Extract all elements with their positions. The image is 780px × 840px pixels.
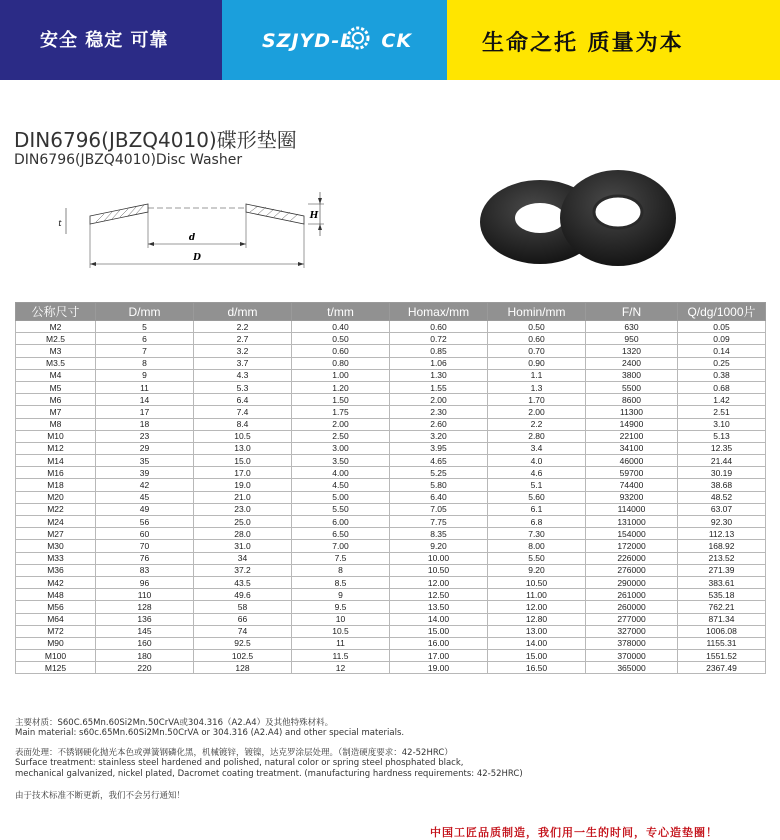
- table-cell: 1155.31: [678, 637, 766, 649]
- washer-product-photo: [478, 166, 678, 270]
- table-cell: 10.50: [390, 564, 488, 576]
- table-cell: 92.5: [194, 637, 292, 649]
- surface-note-en-1: Surface treatment: stainless steel hardened and polished, natural color or spring steel phosphated black,: [15, 758, 464, 768]
- table-row: [16, 467, 766, 479]
- material-note-cn: 主要材质：S60C.65Mn.60Si2Mn.50CrVA或304.316（A2.A4）及其他特殊材料。: [15, 718, 334, 728]
- table-row: [16, 394, 766, 406]
- table-cell: 10.50: [488, 576, 586, 588]
- table-cell: 172000: [586, 540, 678, 552]
- table-cell: M10: [16, 430, 96, 442]
- table-cell: 6.00: [292, 516, 390, 528]
- table-cell: 12.35: [678, 442, 766, 454]
- washer-cross-section-drawing: [52, 178, 332, 276]
- table-cell: 630: [586, 321, 678, 333]
- table-cell: 15.00: [488, 650, 586, 662]
- table-cell: 8: [96, 357, 194, 369]
- table-cell: M12: [16, 442, 96, 454]
- table-cell: 7.00: [292, 540, 390, 552]
- table-cell: 2.00: [488, 406, 586, 418]
- column-header: F/N: [586, 303, 678, 321]
- table-cell: 23.0: [194, 503, 292, 515]
- table-cell: 39: [96, 467, 194, 479]
- table-cell: 7: [96, 345, 194, 357]
- table-row: [16, 662, 766, 674]
- table-cell: 58: [194, 601, 292, 613]
- table-cell: 1.75: [292, 406, 390, 418]
- table-cell: 276000: [586, 564, 678, 576]
- table-cell: 3.00: [292, 442, 390, 454]
- table-cell: 290000: [586, 576, 678, 588]
- table-cell: M2: [16, 321, 96, 333]
- table-cell: 102.5: [194, 650, 292, 662]
- drawing-label-D: D: [193, 253, 201, 263]
- table-cell: 271.39: [678, 564, 766, 576]
- table-cell: 19.0: [194, 479, 292, 491]
- table-cell: 2.60: [390, 418, 488, 430]
- brand-gear-icon: [345, 25, 371, 51]
- table-cell: 83: [96, 564, 194, 576]
- table-cell: 49.6: [194, 589, 292, 601]
- table-cell: 327000: [586, 625, 678, 637]
- table-cell: 5.1: [488, 479, 586, 491]
- table-cell: M90: [16, 637, 96, 649]
- table-cell: M125: [16, 662, 96, 674]
- table-cell: 0.09: [678, 333, 766, 345]
- table-cell: 2.30: [390, 406, 488, 418]
- table-row: [16, 528, 766, 540]
- spec-table: [15, 302, 766, 674]
- table-cell: 21.0: [194, 491, 292, 503]
- table-cell: 49: [96, 503, 194, 515]
- table-cell: 45: [96, 491, 194, 503]
- table-cell: M3.5: [16, 357, 96, 369]
- table-cell: 3.10: [678, 418, 766, 430]
- table-cell: 0.85: [390, 345, 488, 357]
- table-cell: 5500: [586, 381, 678, 393]
- table-row: [16, 601, 766, 613]
- table-row: [16, 650, 766, 662]
- table-cell: 3800: [586, 369, 678, 381]
- column-header: D/mm: [96, 303, 194, 321]
- table-row: [16, 503, 766, 515]
- table-cell: 4.65: [390, 455, 488, 467]
- drawing-label-t: t: [58, 219, 62, 228]
- column-header: Homax/mm: [390, 303, 488, 321]
- table-cell: 1.42: [678, 394, 766, 406]
- table-cell: 0.60: [292, 345, 390, 357]
- table-cell: 220: [96, 662, 194, 674]
- table-cell: M6: [16, 394, 96, 406]
- table-cell: 871.34: [678, 613, 766, 625]
- table-cell: 3.20: [390, 430, 488, 442]
- spec-table-body: [16, 321, 766, 674]
- table-cell: 1.70: [488, 394, 586, 406]
- table-row: [16, 406, 766, 418]
- spec-table-header: [16, 303, 766, 321]
- table-cell: 3.7: [194, 357, 292, 369]
- table-cell: 30.19: [678, 467, 766, 479]
- table-cell: M14: [16, 455, 96, 467]
- table-row: [16, 491, 766, 503]
- table-cell: 12: [292, 662, 390, 674]
- table-row: [16, 442, 766, 454]
- table-row: [16, 613, 766, 625]
- table-cell: 14.00: [488, 637, 586, 649]
- table-cell: 6.1: [488, 503, 586, 515]
- table-cell: 0.68: [678, 381, 766, 393]
- table-cell: 1.20: [292, 381, 390, 393]
- table-cell: 63.07: [678, 503, 766, 515]
- table-cell: 17.0: [194, 467, 292, 479]
- table-cell: 7.4: [194, 406, 292, 418]
- table-cell: 6: [96, 333, 194, 345]
- table-cell: 5.50: [292, 503, 390, 515]
- table-cell: 29: [96, 442, 194, 454]
- product-title-en: DIN6796(JBZQ4010)Disc Washer: [14, 152, 243, 168]
- table-cell: 3.2: [194, 345, 292, 357]
- table-cell: 5.80: [390, 479, 488, 491]
- table-cell: M3: [16, 345, 96, 357]
- table-cell: 66: [194, 613, 292, 625]
- table-cell: 14: [96, 394, 194, 406]
- table-cell: 145: [96, 625, 194, 637]
- table-cell: 34100: [586, 442, 678, 454]
- table-cell: 10: [292, 613, 390, 625]
- table-cell: 11.5: [292, 650, 390, 662]
- table-cell: 92.30: [678, 516, 766, 528]
- table-cell: 42: [96, 479, 194, 491]
- table-cell: 261000: [586, 589, 678, 601]
- top-banner: [0, 0, 780, 80]
- table-cell: 5.00: [292, 491, 390, 503]
- table-cell: M36: [16, 564, 96, 576]
- table-row: [16, 516, 766, 528]
- table-cell: M22: [16, 503, 96, 515]
- table-cell: 34: [194, 552, 292, 564]
- table-cell: 2.2: [488, 418, 586, 430]
- table-cell: 0.50: [488, 321, 586, 333]
- table-cell: 37.2: [194, 564, 292, 576]
- table-row: [16, 430, 766, 442]
- table-cell: 59700: [586, 467, 678, 479]
- table-cell: 14.00: [390, 613, 488, 625]
- table-cell: 38.68: [678, 479, 766, 491]
- table-cell: M33: [16, 552, 96, 564]
- table-row: [16, 637, 766, 649]
- table-cell: 378000: [586, 637, 678, 649]
- table-cell: M48: [16, 589, 96, 601]
- table-cell: M24: [16, 516, 96, 528]
- table-cell: 9.5: [292, 601, 390, 613]
- table-cell: 9.20: [488, 564, 586, 576]
- table-cell: 12.80: [488, 613, 586, 625]
- table-cell: 18: [96, 418, 194, 430]
- table-cell: 46000: [586, 455, 678, 467]
- table-cell: 43.5: [194, 576, 292, 588]
- table-cell: 10.5: [194, 430, 292, 442]
- table-cell: 22100: [586, 430, 678, 442]
- table-cell: 9.20: [390, 540, 488, 552]
- table-cell: 76: [96, 552, 194, 564]
- table-cell: 213.52: [678, 552, 766, 564]
- table-cell: 19.00: [390, 662, 488, 674]
- table-cell: 8.00: [488, 540, 586, 552]
- table-cell: 4.6: [488, 467, 586, 479]
- table-cell: 0.40: [292, 321, 390, 333]
- table-cell: 11: [292, 637, 390, 649]
- table-cell: 8.5: [292, 576, 390, 588]
- table-cell: 1.55: [390, 381, 488, 393]
- table-cell: 7.30: [488, 528, 586, 540]
- table-row: [16, 552, 766, 564]
- table-cell: 6.4: [194, 394, 292, 406]
- table-cell: 9: [96, 369, 194, 381]
- table-cell: 1006.08: [678, 625, 766, 637]
- table-cell: 112.13: [678, 528, 766, 540]
- table-cell: 74400: [586, 479, 678, 491]
- table-row: [16, 589, 766, 601]
- table-cell: 3.4: [488, 442, 586, 454]
- table-cell: 23: [96, 430, 194, 442]
- table-cell: 5.3: [194, 381, 292, 393]
- table-cell: 17.00: [390, 650, 488, 662]
- table-cell: 0.14: [678, 345, 766, 357]
- table-cell: 2.80: [488, 430, 586, 442]
- table-cell: 1.30: [390, 369, 488, 381]
- table-cell: 260000: [586, 601, 678, 613]
- table-cell: 96: [96, 576, 194, 588]
- table-cell: 1.50: [292, 394, 390, 406]
- table-cell: 12.00: [488, 601, 586, 613]
- table-cell: 13.50: [390, 601, 488, 613]
- table-cell: 10.5: [292, 625, 390, 637]
- table-cell: M2.5: [16, 333, 96, 345]
- table-row: [16, 418, 766, 430]
- table-cell: 128: [96, 601, 194, 613]
- table-cell: M4: [16, 369, 96, 381]
- table-cell: 13.00: [488, 625, 586, 637]
- table-cell: 12.50: [390, 589, 488, 601]
- table-cell: 0.90: [488, 357, 586, 369]
- brand-logo-part1: SZJYD-L: [262, 30, 354, 52]
- column-header: Q/dg/1000片: [678, 303, 766, 321]
- table-cell: 14900: [586, 418, 678, 430]
- table-cell: M5: [16, 381, 96, 393]
- table-cell: 2.50: [292, 430, 390, 442]
- table-cell: 950: [586, 333, 678, 345]
- table-row: [16, 357, 766, 369]
- table-cell: M72: [16, 625, 96, 637]
- banner-left-slogan: 安全 稳定 可靠: [40, 30, 169, 51]
- table-cell: 7.5: [292, 552, 390, 564]
- drawing-label-d: d: [188, 233, 196, 243]
- table-cell: 370000: [586, 650, 678, 662]
- product-title-cn: DIN6796(JBZQ4010)碟形垫圈: [14, 128, 297, 152]
- table-row: [16, 455, 766, 467]
- table-cell: 11300: [586, 406, 678, 418]
- table-cell: 3.95: [390, 442, 488, 454]
- table-cell: 6.50: [292, 528, 390, 540]
- table-cell: 74: [194, 625, 292, 637]
- table-cell: 16.50: [488, 662, 586, 674]
- table-cell: 2367.49: [678, 662, 766, 674]
- table-row: [16, 625, 766, 637]
- table-cell: 0.05: [678, 321, 766, 333]
- table-row: [16, 333, 766, 345]
- table-cell: 1.06: [390, 357, 488, 369]
- table-cell: 11: [96, 381, 194, 393]
- table-cell: M16: [16, 467, 96, 479]
- surface-note-en-2: mechanical galvanized, nickel plated, Dacromet coating treatment. (manufacturing hardness requirements: 42-52HRC): [15, 769, 523, 779]
- table-cell: 15.0: [194, 455, 292, 467]
- table-cell: 17: [96, 406, 194, 418]
- table-cell: 0.80: [292, 357, 390, 369]
- table-cell: 93200: [586, 491, 678, 503]
- table-cell: 0.60: [488, 333, 586, 345]
- table-cell: 9: [292, 589, 390, 601]
- surface-note-cn: 表面处理：不锈钢硬化抛光本色或弹簧钢磷化黑，机械镀锌，镀镍，达克罗涂层处理。（制造硬度要求：42-52HRC）: [15, 748, 453, 758]
- table-cell: M100: [16, 650, 96, 662]
- table-cell: 8.4: [194, 418, 292, 430]
- table-cell: 8.35: [390, 528, 488, 540]
- table-cell: 0.60: [390, 321, 488, 333]
- table-cell: M64: [16, 613, 96, 625]
- table-cell: 60: [96, 528, 194, 540]
- table-row: [16, 564, 766, 576]
- table-cell: M42: [16, 576, 96, 588]
- table-cell: 13.0: [194, 442, 292, 454]
- table-cell: 2.7: [194, 333, 292, 345]
- table-cell: 277000: [586, 613, 678, 625]
- table-cell: 5.25: [390, 467, 488, 479]
- table-row: [16, 576, 766, 588]
- footer-slogan: 中国工匠品质制造，我们用一生的时间，专心造垫圈！: [430, 826, 718, 839]
- table-cell: 4.0: [488, 455, 586, 467]
- table-cell: 131000: [586, 516, 678, 528]
- table-cell: 160: [96, 637, 194, 649]
- table-cell: 7.75: [390, 516, 488, 528]
- table-row: [16, 369, 766, 381]
- table-cell: 180: [96, 650, 194, 662]
- drawing-label-H: H: [309, 211, 319, 221]
- table-cell: 2.00: [292, 418, 390, 430]
- table-cell: 0.25: [678, 357, 766, 369]
- table-cell: 5.50: [488, 552, 586, 564]
- table-cell: M7: [16, 406, 96, 418]
- table-row: [16, 479, 766, 491]
- table-cell: 365000: [586, 662, 678, 674]
- table-cell: M8: [16, 418, 96, 430]
- table-cell: 1.3: [488, 381, 586, 393]
- table-cell: 0.70: [488, 345, 586, 357]
- table-cell: 4.3: [194, 369, 292, 381]
- table-cell: 15.00: [390, 625, 488, 637]
- brand-logo-part2: CK: [381, 30, 413, 52]
- table-cell: 762.21: [678, 601, 766, 613]
- table-cell: 35: [96, 455, 194, 467]
- table-cell: 48.52: [678, 491, 766, 503]
- table-row: [16, 540, 766, 552]
- table-cell: 0.72: [390, 333, 488, 345]
- column-header: t/mm: [292, 303, 390, 321]
- table-cell: 31.0: [194, 540, 292, 552]
- table-cell: M20: [16, 491, 96, 503]
- table-cell: 1.00: [292, 369, 390, 381]
- table-cell: 136: [96, 613, 194, 625]
- table-cell: M18: [16, 479, 96, 491]
- table-cell: 1320: [586, 345, 678, 357]
- column-header: 公称尺寸: [16, 303, 96, 321]
- table-cell: 8600: [586, 394, 678, 406]
- table-cell: 5: [96, 321, 194, 333]
- table-cell: M30: [16, 540, 96, 552]
- table-cell: 56: [96, 516, 194, 528]
- table-cell: 0.50: [292, 333, 390, 345]
- notice-text: 由于技术标准不断更新，我们不会另行通知！: [15, 791, 186, 801]
- table-cell: 8: [292, 564, 390, 576]
- table-cell: 28.0: [194, 528, 292, 540]
- table-cell: 0.38: [678, 369, 766, 381]
- table-cell: 383.61: [678, 576, 766, 588]
- column-header: d/mm: [194, 303, 292, 321]
- table-cell: 2.2: [194, 321, 292, 333]
- table-row: [16, 381, 766, 393]
- table-cell: 21.44: [678, 455, 766, 467]
- table-cell: 1551.52: [678, 650, 766, 662]
- table-cell: 10.00: [390, 552, 488, 564]
- table-row: [16, 321, 766, 333]
- table-cell: 5.60: [488, 491, 586, 503]
- table-cell: 226000: [586, 552, 678, 564]
- table-cell: 168.92: [678, 540, 766, 552]
- table-cell: 70: [96, 540, 194, 552]
- banner-right-slogan: 生命之托 质量为本: [482, 31, 684, 56]
- table-cell: 2400: [586, 357, 678, 369]
- table-cell: 25.0: [194, 516, 292, 528]
- table-cell: M56: [16, 601, 96, 613]
- table-row: [16, 345, 766, 357]
- table-cell: 4.50: [292, 479, 390, 491]
- table-cell: 12.00: [390, 576, 488, 588]
- table-cell: 114000: [586, 503, 678, 515]
- table-cell: 6.8: [488, 516, 586, 528]
- table-cell: 6.40: [390, 491, 488, 503]
- material-note-en: Main material: s60c.65Mn.60Si2Mn.50CrVA or 304.316 (A2.A4) and other special materials.: [15, 728, 405, 738]
- table-cell: 154000: [586, 528, 678, 540]
- table-cell: 2.51: [678, 406, 766, 418]
- brand-logo-text: [262, 30, 412, 52]
- column-header: Homin/mm: [488, 303, 586, 321]
- table-cell: 7.05: [390, 503, 488, 515]
- table-cell: 3.50: [292, 455, 390, 467]
- table-cell: 535.18: [678, 589, 766, 601]
- table-cell: 16.00: [390, 637, 488, 649]
- table-cell: 128: [194, 662, 292, 674]
- table-cell: 4.00: [292, 467, 390, 479]
- table-cell: 110: [96, 589, 194, 601]
- table-cell: 1.1: [488, 369, 586, 381]
- table-cell: M27: [16, 528, 96, 540]
- table-cell: 5.13: [678, 430, 766, 442]
- table-cell: 2.00: [390, 394, 488, 406]
- table-cell: 11.00: [488, 589, 586, 601]
